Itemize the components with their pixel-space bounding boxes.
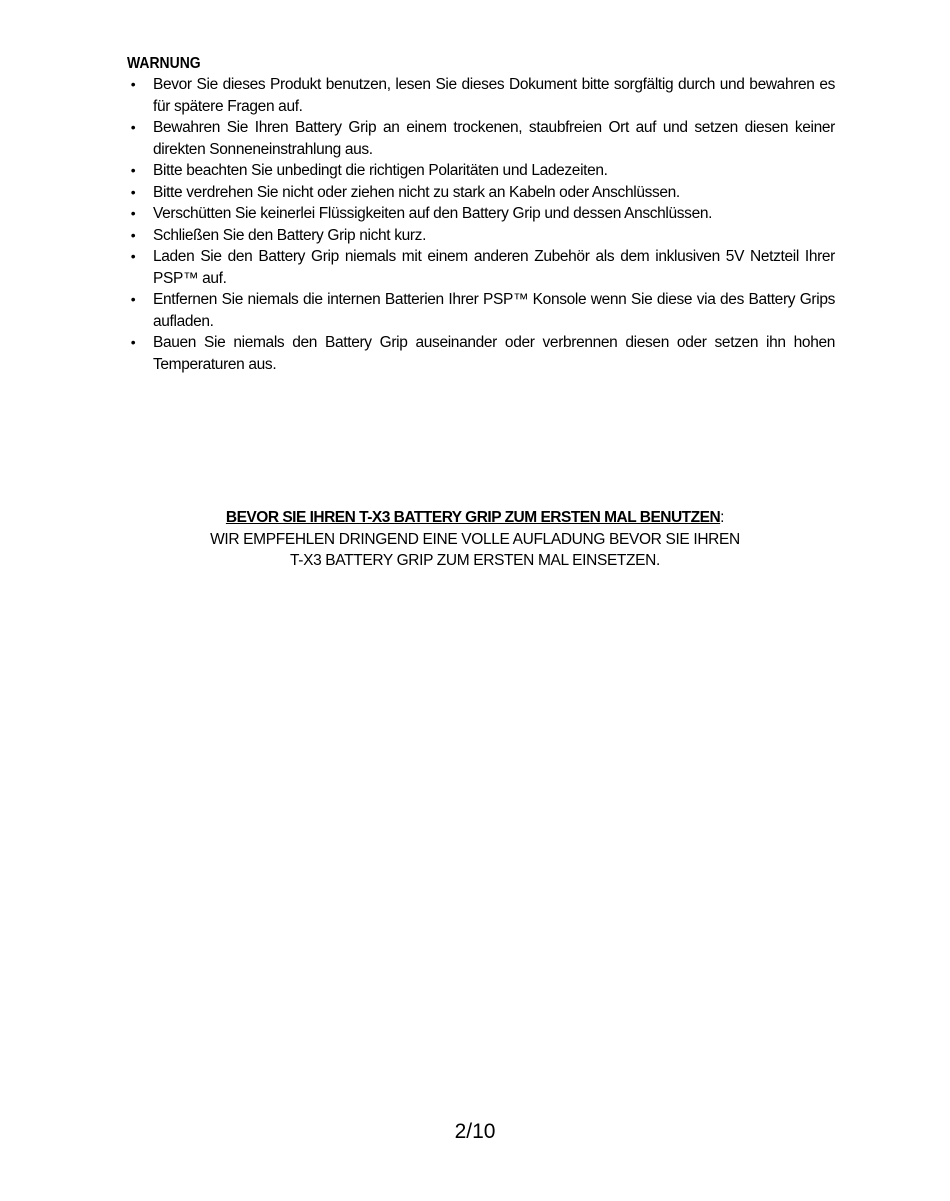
list-item-text: Bauen Sie niemals den Battery Grip auseinander oder verbrennen diesen oder setzen ihn hohen Temperaturen aus. — [153, 334, 835, 373]
list-item-text: Entfernen Sie niemals die internen Batterien Ihrer PSP™ Konsole wenn Sie diese via des Battery Grips aufladen. — [153, 291, 835, 330]
warning-section — [127, 53, 835, 375]
list-item-text: Laden Sie den Battery Grip niemals mit einem anderen Zubehör als dem inklusiven 5V Netzteil Ihrer PSP™ auf. — [153, 248, 835, 287]
page-number: 2/10 — [454, 1120, 496, 1143]
list-item — [127, 160, 835, 182]
list-item — [127, 182, 835, 204]
list-item — [127, 332, 835, 375]
list-item-text: Verschütten Sie keinerlei Flüssigkeiten auf den Battery Grip und dessen Anschlüssen. — [153, 205, 713, 222]
notice-heading-line — [0, 507, 950, 529]
bullet-icon: • — [130, 205, 136, 221]
list-item-text: Bitte beachten Sie unbedingt die richtigen Polaritäten und Ladezeiten. — [153, 162, 608, 179]
notice-line-1: WIR EMPFEHLEN DRINGEND EINE VOLLE AUFLADUNG BEVOR SIE IHREN — [210, 530, 740, 548]
bullet-icon: • — [130, 76, 136, 92]
list-item — [127, 225, 835, 247]
warning-title: WARNUNG — [127, 55, 201, 72]
notice-heading-suffix: : — [720, 509, 725, 526]
list-item-text: Schließen Sie den Battery Grip nicht kurz. — [153, 226, 427, 244]
bullet-icon: • — [130, 119, 136, 135]
list-item — [127, 74, 835, 117]
list-item — [127, 117, 835, 160]
list-item-text: Bitte verdrehen Sie nicht oder ziehen nicht zu stark an Kabeln oder Anschlüssen. — [153, 183, 680, 201]
bullet-icon: • — [130, 248, 136, 264]
bullet-icon: • — [130, 162, 136, 178]
bullet-icon: • — [130, 226, 136, 243]
list-item — [127, 203, 835, 225]
bullet-icon: • — [130, 183, 136, 200]
list-item — [127, 246, 835, 289]
first-use-notice — [0, 507, 950, 572]
notice-line-2: T-X3 BATTERY GRIP ZUM ERSTEN MAL EINSETZEN. — [290, 552, 660, 569]
notice-heading: BEVOR SIE IHREN T-X3 BATTERY GRIP ZUM ERSTEN MAL BENUTZEN — [225, 509, 721, 526]
list-item — [127, 289, 835, 332]
list-item-text: Bewahren Sie Ihren Battery Grip an einem trockenen, staubfreien Ort auf und setzen diesen keiner direkten Sonneneinstrahlung aus. — [153, 119, 835, 158]
warning-list — [127, 74, 835, 375]
bullet-icon: • — [130, 334, 136, 350]
bullet-icon: • — [130, 291, 136, 307]
list-item-text: Bevor Sie dieses Produkt benutzen, lesen Sie dieses Dokument bitte sorgfältig durch und bewahren es für spätere Fragen auf. — [153, 76, 835, 115]
